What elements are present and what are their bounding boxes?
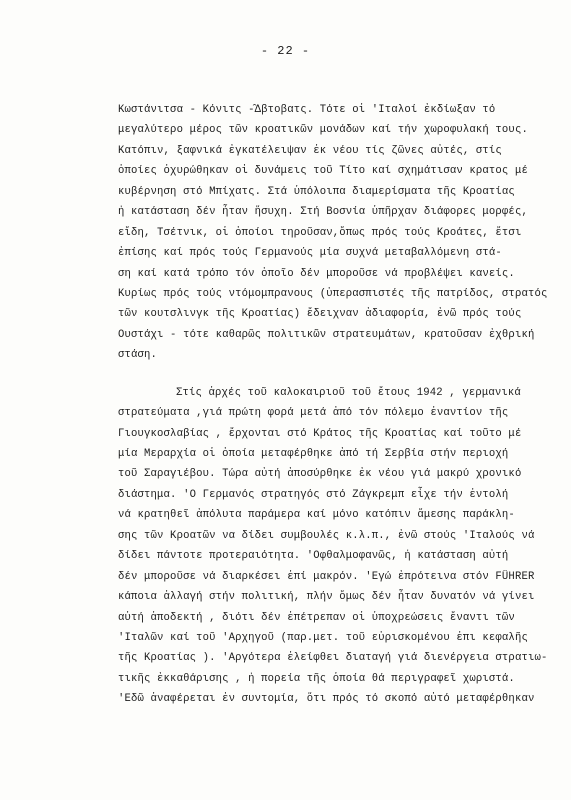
text-line: κυβέρνηση στό Μπίχατς. Στά ὑπόλοιπα διαμερίσματα τῆς Κροατίας <box>118 185 515 198</box>
text-line: Κατόπιν, ξαφνικά ἐγκατέλειψαν ἐκ νέου τίς ζῶνες αὐτές, στίς <box>118 144 502 157</box>
text-line: εἴδη, Τσέτνικ, οἱ ὁποίοι τηροῦσαν,ὅπως πρός τούς Κροάτες, ἔτσι <box>118 226 522 239</box>
text-line: Ουστάχι - τότε καθαρῶς πολιτικῶν στρατευμάτων, κρατοῦσαν ἐχθρική <box>118 328 535 341</box>
text-line: 'Εδῶ ἀναφέρεται ἐν συντομία, ὅτι πρός τό σκοπό αὐτό μεταφέρθηκαν <box>118 693 535 706</box>
text-line: Κωστάνιτσα - Κόνιτς -̂Δβτοβατς. Τότε οἱ 'Ιταλοί ἐκδίωξαν τό <box>118 104 496 116</box>
text-line: 'Ιταλῶν καί τοῦ 'Αρχηγοῦ (παρ.μετ. τοῦ εὑρισκομένου ἐπι κεφαλῆς <box>118 631 528 644</box>
text-line: τικῆς ἐκκαθάρισης , ἡ πορεία τῆς ὁποία θά περιγραφεῖ χωριστά. <box>118 672 515 685</box>
text-line: ὁποίες ὀχυρώθηκαν οἱ δυνάμεις τοῦ Τίτο καί σχημάτισαν κρατος μέ <box>118 165 528 178</box>
text-line: δίδει πάντοτε προτεραιότητα. 'Οφθαλμοφανῶς, ἡ κατάσταση αὐτή <box>118 550 509 563</box>
text-line: στρατεύματα ,γιά πρώτη φορά μετά ἀπό τόν πόλεμο ἐναντίον τῆς <box>118 407 509 420</box>
text-line: Γιουγκοσλαβίας , ἔρχονται στό Κράτος τῆς Κροατίας καί τοῦτο μέ <box>118 427 522 440</box>
text-line: μία Μεραρχία οἱ ὁποία μεταφέρθηκε ἀπό τή Σερβία στήν περιοχή <box>118 448 509 460</box>
text-line: ἐπίσης καί πρός τούς Γερμανούς μία συχνά μεταβαλλόμενη στά- <box>118 247 502 260</box>
text-line: δέν μποροῦσε νά διαρκέσει ἐπί μακρόν. 'Εγώ ἐπρότεινα στόν FÜHRER <box>118 570 535 583</box>
text-line: τοῦ Σαραγιέβου. Τώρα αὐτή ἀποσύρθηκε ἐκ νέου γιά μακρύ χρονικό <box>118 468 522 481</box>
text-line: διάστημα. 'Ο Γερμανός στρατηγός στό Ζάγκρεμπ εἶχε τήν ἐντολή <box>118 488 509 501</box>
text-line: τῶν κουτσλινγκ τῆς Κροατίας) ἔδειχναν ἀδιαφορία, ἐνῶ πρός τούς <box>118 308 522 321</box>
text-line: Κυρίως πρός τούς ντόμομπρανους (ὑπερασπιστές τῆς πατρίδος, στρατός <box>118 287 548 300</box>
text-line: Στίς ἀρχές τοῦ καλοκαιριοῦ τοῦ ἔτους 1942 , γερμανικά <box>176 386 521 399</box>
text-line: ἡ κατάσταση δέν ἦταν ἥσυχη. Στή Βοσνία ὑπῆρχαν διάφορες μορφές, <box>118 206 528 219</box>
text-line: νά κρατηθεῖ ἀπόλυτα παράμερα καί μόνο κατόπιν ἄμεσης παράκλη- <box>118 509 515 522</box>
text-line: στάση. <box>118 349 158 362</box>
text-line: αὐτή ἀποδεκτή , διότι δέν ἐπέτρεπαν οἱ ὑποχρεώσεις ἔναντι τῶν <box>118 611 515 624</box>
body-text <box>118 100 548 710</box>
text-line: μεγαλύτερο μέρος τῶν κροατικῶν μονάδων καί τήν χωροφυλακή τους. <box>118 124 528 137</box>
text-line: κάποια ἀλλαγή στήν πολιτική, πλήν ὅμως δέν ἦταν δυνατόν νά γίνει <box>118 591 535 604</box>
text-line: ση καί κατά τρόπο τόν ὁποῖο δέν μποροῦσε νά προβλέψει κανείς. <box>118 267 515 280</box>
page-number: - 22 - <box>260 44 311 58</box>
text-line: τῆς Κροατίας ). 'Αργότερα ἐλείφθει διαταγή γιά διενέργεια στρατιω- <box>118 652 548 665</box>
text-line: σης τῶν Κροατῶν να δίδει συμβουλές κ.λ.π., ἐνῶ στούς 'Ιταλούς νά <box>118 529 535 542</box>
